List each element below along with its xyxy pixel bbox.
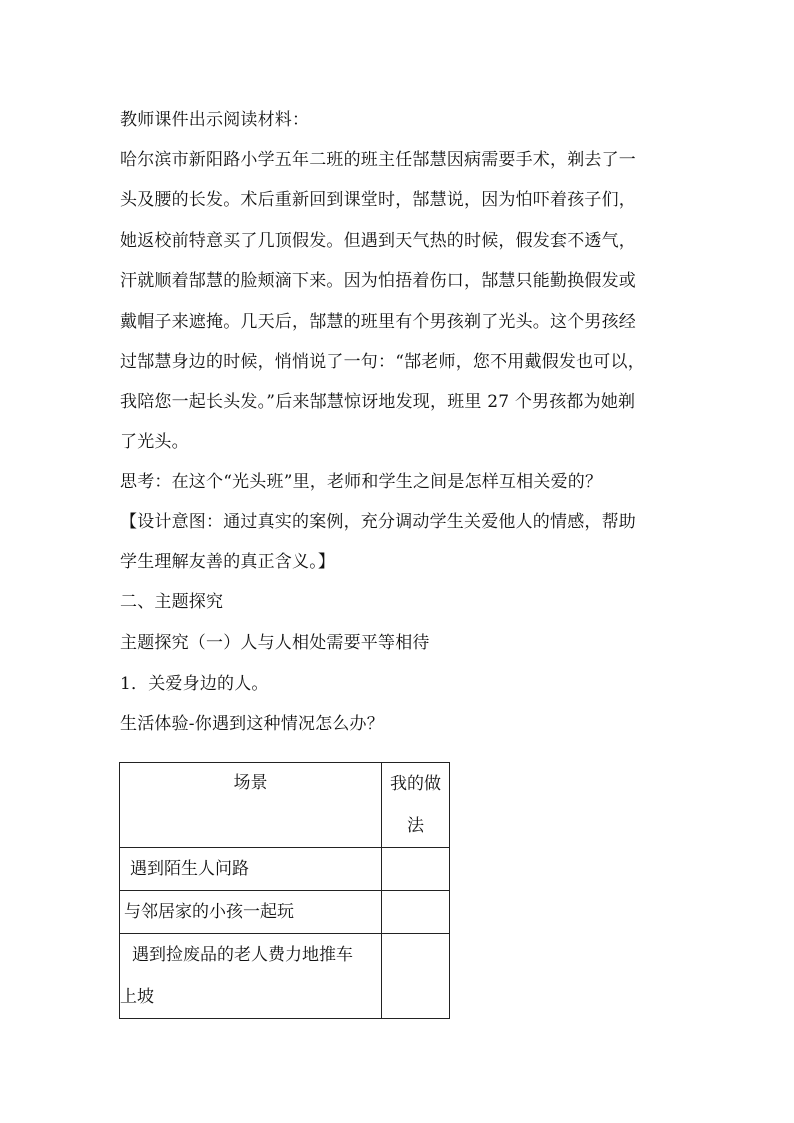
subsection-heading: 主题探究（一）人与人相处需要平等相待 xyxy=(120,633,430,653)
text-line-5: 汗就顺着郜慧的脸颊滴下来。因为怕捂着伤口，郜慧只能勤换假发或 xyxy=(120,271,636,291)
header-cell-scene xyxy=(120,763,382,848)
text-line-4: 她返校前特意买了几顶假发。但遇到天气热的时候，假发套不透气， xyxy=(120,231,636,251)
table-caption: 生活体验-你遇到这种情况怎么办？ xyxy=(120,714,384,734)
header-action-label-2: 法 xyxy=(407,816,424,836)
scenario-table xyxy=(119,762,450,1019)
scene-text: 与邻居家的小孩一起玩 xyxy=(124,902,294,922)
text-line-7: 过郜慧身边的时候，悄悄说了一句：“郜老师，您不用戴假发也可以， xyxy=(120,352,645,372)
table-row xyxy=(120,848,450,891)
scene-text-line-1: 遇到捡废品的老人费力地推车 xyxy=(132,945,353,965)
action-cell xyxy=(382,891,450,934)
scene-cell xyxy=(120,848,382,891)
scene-text-line-2: 上坡 xyxy=(120,987,154,1007)
text-line-1: 教师课件出示阅读材料： xyxy=(120,110,310,130)
header-action-label-1: 我的做 xyxy=(390,774,441,794)
list-item-1: 1．关爱身边的人。 xyxy=(120,674,269,694)
header-cell-action xyxy=(382,763,450,848)
text-line-9: 了光头。 xyxy=(120,432,189,452)
text-line-8: 我陪您一起长头发。”后来郜慧惊讶地发现，班里 27 个男孩都为她剃 xyxy=(120,392,636,412)
action-cell xyxy=(382,848,450,891)
scene-cell xyxy=(120,891,382,934)
text-line-10: 思考：在这个“光头班”里，老师和学生之间是怎样互相关爱的？ xyxy=(120,472,603,492)
scene-cell xyxy=(120,934,382,1019)
scene-text: 遇到陌生人问路 xyxy=(130,859,249,879)
table-row xyxy=(120,934,450,1019)
section-heading: 二、主题探究 xyxy=(120,592,224,612)
text-line-2: 哈尔滨市新阳路小学五年二班的班主任郜慧因病需要手术，剃去了一 xyxy=(120,150,636,170)
text-line-11: 【设计意图：通过真实的案例，充分调动学生关爱他人的情感，帮助 xyxy=(120,512,636,532)
table-header-row xyxy=(120,763,450,848)
text-line-12: 学生理解友善的真正含义。】 xyxy=(120,552,336,572)
action-cell xyxy=(382,934,450,1019)
text-line-3: 头及腰的长发。术后重新回到课堂时，郜慧说，因为怕吓着孩子们， xyxy=(120,190,636,210)
text-line-6: 戴帽子来遮掩。几天后，郜慧的班里有个男孩剃了光头。这个男孩经 xyxy=(120,312,636,332)
header-scene-label: 场景 xyxy=(233,773,268,793)
table-row xyxy=(120,891,450,934)
